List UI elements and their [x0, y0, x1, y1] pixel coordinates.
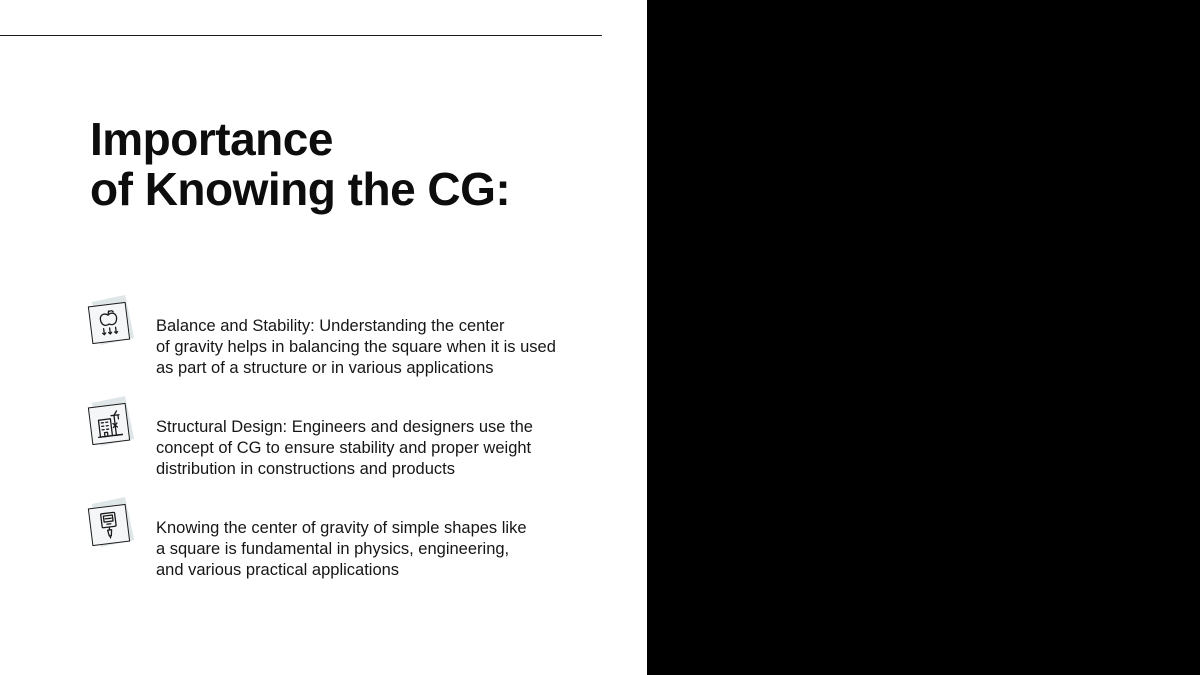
item-2-line-1: Structural Design: Engineers and designers use the [156, 418, 533, 436]
item-2-line-2: concept of CG to ensure stability and proper weight [156, 439, 532, 457]
item-text-fundamental-applications [156, 518, 606, 581]
list-item-balance-stability [86, 296, 606, 376]
item-3-line-1: Knowing the center of gravity of simple shapes like [156, 519, 527, 537]
list-item-fundamental-applications [86, 498, 606, 578]
item-text-structural-design [156, 417, 606, 480]
item-1-line-1: Balance and Stability: Understanding the center [156, 317, 505, 335]
image-placeholder-panel [647, 0, 1200, 675]
item-2-line-3: distribution in constructions and products [156, 460, 455, 478]
slide-title-line-1: Importance [90, 113, 333, 165]
item-1-line-2: of gravity helps in balancing the square when it is used [156, 338, 556, 356]
top-divider-line [0, 35, 602, 36]
item-3-line-2: a square is fundamental in physics, engineering, [156, 540, 510, 558]
item-1-line-3: as part of a structure or in various applications [156, 359, 494, 377]
slide-title-line-2: of Knowing the CG: [90, 163, 511, 215]
apple-gravity-icon [86, 296, 138, 350]
device-pen-icon [86, 498, 138, 552]
slide-title [90, 114, 610, 214]
item-text-balance-stability [156, 316, 606, 379]
item-3-line-3: and various practical applications [156, 561, 400, 579]
building-crane-icon [86, 397, 138, 451]
list-item-structural-design [86, 397, 606, 477]
